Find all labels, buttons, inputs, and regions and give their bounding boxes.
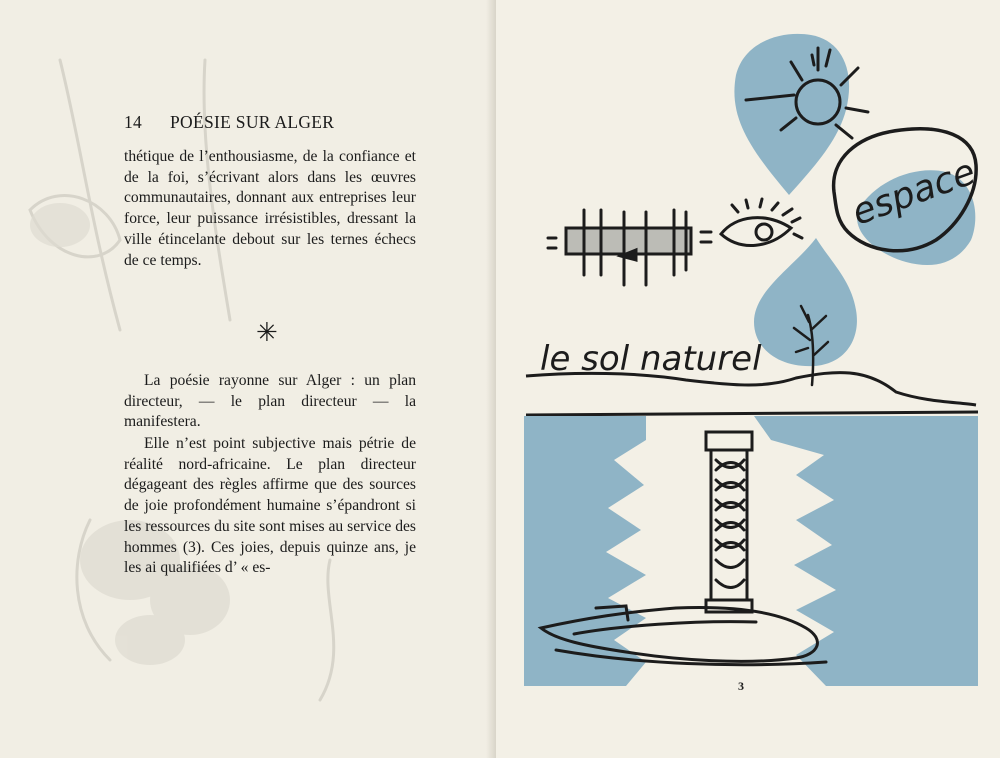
eye-icon	[721, 199, 802, 245]
page-number: 14	[124, 112, 143, 132]
running-header	[124, 112, 424, 133]
eye-blue-drop	[754, 238, 857, 366]
paragraph-2: La poésie rayonne sur Alger : un plan directeur, — le plan directeur — la manifestera.	[124, 372, 416, 431]
paragraph-3: Elle n’est point subjective mais pétrie de réalité nord-africaine. Le plan directeur dégageant des règles affirme que des sources de joie profondément humaine s’épandront si les ressources du site sont mises au service des hommes (3). Ces joies, depuis quinze ans, je les ai qualifiées d’ « es-	[124, 435, 416, 577]
paragraph-1: thétique de l’enthousiasme, de la confiance et de la foi, s’écrivant alors dans les œuvres communautaires, donnant aux entreprises leur force, leur puissance irrésistibles, dressant la ville étincelante debout sur les ternes échecs de ce temps.	[124, 148, 416, 269]
asterism-ornament: ✳	[256, 318, 278, 347]
handwritten-le-sol-naturel: le sol naturel	[540, 339, 762, 379]
sea-reflection	[606, 416, 836, 686]
handwritten-espace: espace	[846, 151, 981, 234]
sun-blue-drop	[734, 34, 849, 195]
left-page	[0, 0, 496, 758]
illustration-plate	[496, 0, 1000, 758]
running-title: POÉSIE SUR ALGER	[170, 112, 335, 132]
right-page	[496, 0, 1000, 758]
plate-number: 3	[738, 679, 744, 693]
horizon-line	[526, 412, 978, 415]
